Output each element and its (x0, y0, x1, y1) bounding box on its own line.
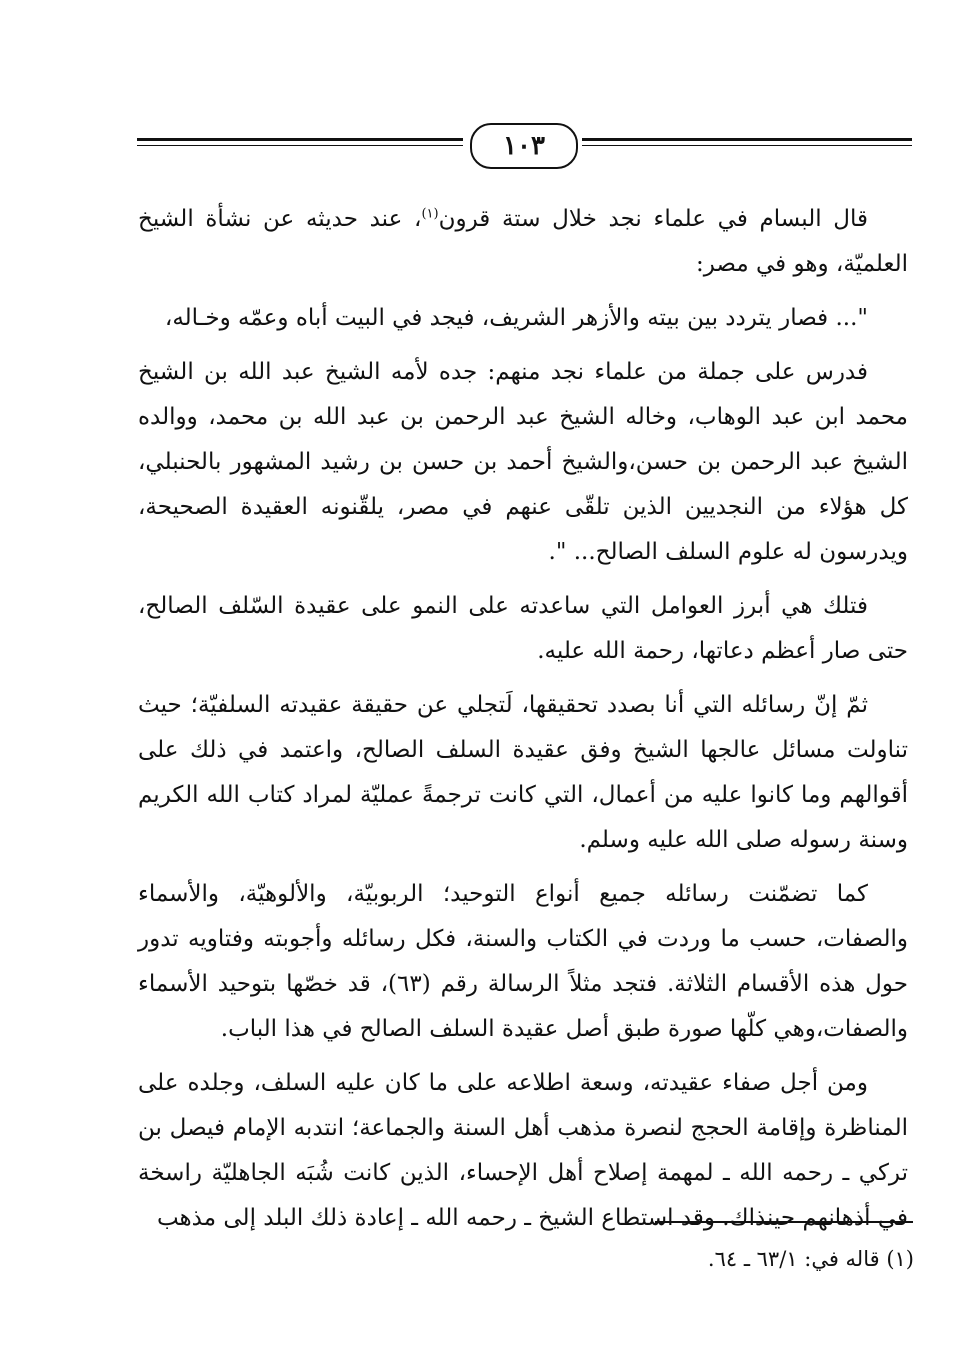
page-number: ١٠٣ (503, 131, 545, 161)
paragraph-intro (138, 197, 908, 287)
paragraph-letters: ثمّ إنّ رسائله التي أنا بصدد تحقيقها، لَتجلي عن حقيقة عقيدته السلفيّة؛ حيث تناولت مسائل عالجها الشيخ وفق عقيدة السلف الصالح، واعتمد في ذلك على أقوالهم وما كانوا عليه من أعمال، التي كانت ترجمةً عمليّة لمراد كتاب الله الكريم وسنة رسوله صلى الله عليه وسلم. (138, 692, 908, 853)
header-rule-right (137, 138, 463, 141)
paragraph-factors: فتلك هي أبرز العوامل التي ساعدته على النمو على عقيدة السّلف الصالح، حتى صار أعظم دعاتها، رحمة الله عليه. (138, 593, 908, 664)
paragraph-ahsa: ومن أجل صفاء عقيدته، وسعة اطلاعه على ما كان عليه السلف، وجلده على المناظرة وإقامة الحجج لنصرة مذهب أهل السنة والجماعة؛ انتدبه الإمام فيصل بن تركي ـ رحمه الله ـ لمهمة إصلاح أهل الإحساء، الذين كانت شُبَه الجاهليّة راسخة في أذهانهم حينذاك. وقد استطاع الشيخ ـ رحمه الله ـ إعادة ذلك البلد إلى مذهب (138, 1070, 908, 1231)
quote-line: "... فصار يتردد بين بيته والأزهر الشريف، فيجد في البيت أباه وعمّه وخـاله، (164, 305, 868, 331)
header-rule-right-thin (137, 145, 463, 146)
header-rule-left-thin (582, 145, 912, 146)
footnote: (١) قاله في: ٦٣/١ ـ ٦٤. (707, 1247, 914, 1271)
page-number-badge (470, 123, 578, 169)
paragraph-intro-part2: ، عند حديثه عن نشأة الشيخ العلميّة، وهو في مصر: (138, 206, 908, 277)
footnote-marker: (١) (421, 206, 439, 222)
footnote-separator (655, 1221, 913, 1223)
body-text (138, 197, 908, 1250)
header-rule-left (582, 138, 912, 141)
paragraph-teachers: فدرس على جملة من علماء نجد منهم: جده لأمه الشيخ عبد الله بن الشيخ محمد ابن عبد الوهاب، وخاله الشيخ عبد الرحمن بن عبد الله بن محمد، ووالده الشيخ عبد الرحمن بن حسن،والشيخ أحمد بن حسن بن رشيد المشهور بالحنبلي، كل هؤلاء من النجديين الذين تلقّى عنهم في مصر، يلقّنونه العقيدة الصحيحة، ويدرسون له علوم السلف الصالح... ". (138, 359, 908, 565)
page-header (0, 118, 974, 178)
paragraph-tawhid: كما تضمّنت رسائله جميع أنواع التوحيد؛ الربوبيّة، والألوهيّة، والأسماء والصفات، حسب ما وردت في الكتاب والسنة، فكل رسائله وأجوبته وفتاويه تدور حول هذه الأقسام الثلاثة. فتجد مثلاً الرسالة رقم (٦٣)، قد خصّها بتوحيد الأسماء والصفات،وهي كلّها صورة طبق أصل عقيدة السلف الصالح في هذا الباب. (138, 881, 908, 1042)
paragraph-intro-part1: قال البسام في علماء نجد خلال ستة قرون (438, 206, 868, 232)
